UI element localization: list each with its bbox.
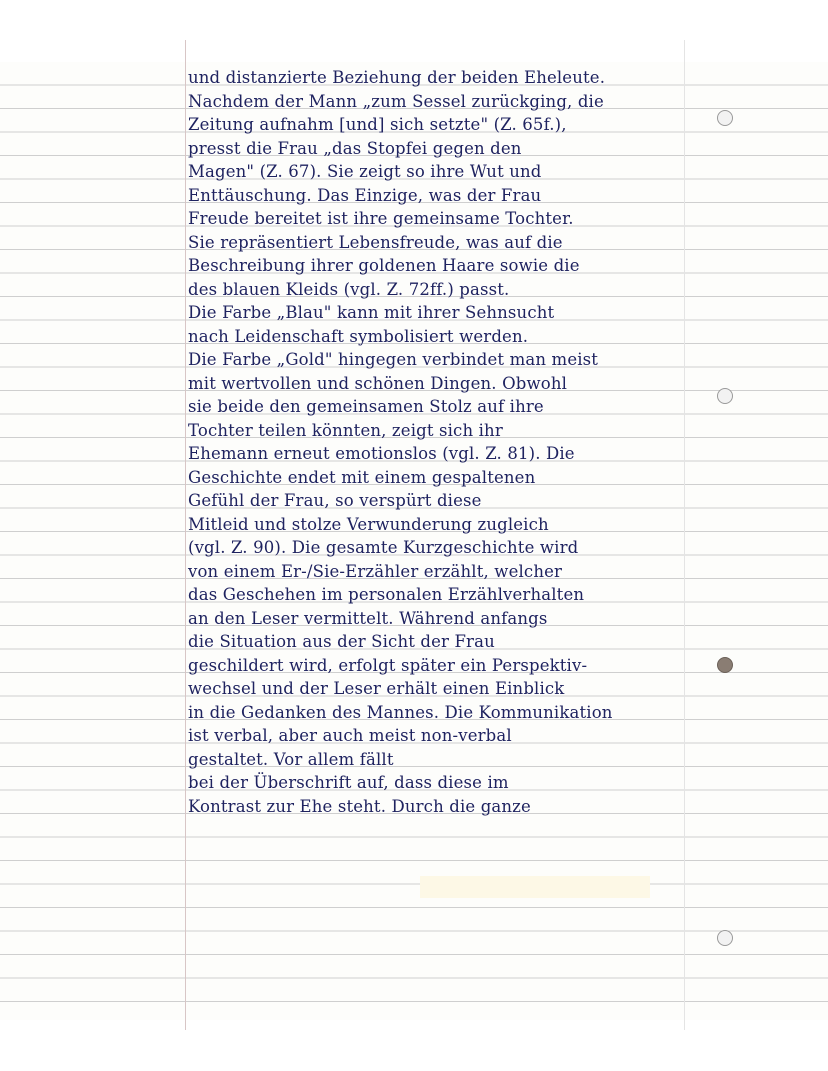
text-line: Geschichte endet mit einem gespaltenen [188,467,536,487]
handwritten-text [188,66,728,818]
text-line: Beschreibung ihrer goldenen Haare sowie die [188,256,580,275]
text-line: an den Leser vermittelt. Während anfangs [188,608,548,628]
page-bottom-margin [0,1020,828,1071]
text-line: sie beide den gemeinsamen Stolz auf ihre [188,397,544,416]
text-line: presst die Frau „das Stopfei gegen den [188,138,522,158]
text-line: gestaltet. Vor allem fällt [188,749,394,769]
text-line: Zeitung aufnahm [und] sich setzte" (Z. 65f.), [188,115,567,134]
text-line: wechsel und der Leser erhält einen Einblick [188,679,565,698]
text-line: Mitleid und stolze Verwunderung zugleich [188,514,549,534]
text-line: von einem Er-/Sie-Erzähler erzählt, welcher [188,561,563,581]
text-line: Magen" (Z. 67). Sie zeigt so ihre Wut und [188,162,542,181]
text-line: Freude bereitet ist ihre gemeinsame Tochter. [188,209,574,228]
text-line: Tochter teilen könnten, zeigt sich ihr [188,420,503,440]
text-line: Sie repräsentiert Lebensfreude, was auf die [188,232,563,252]
text-line: mit wertvollen und schönen Dingen. Obwohl [188,373,568,393]
text-line: Ehemann erneut emotionslos (vgl. Z. 81). Die [188,444,575,463]
text-line: die Situation aus der Sicht der Frau [188,632,495,651]
text-line: ist verbal, aber auch meist non-verbal [188,726,512,745]
text-line: bei der Überschrift auf, dass diese im [188,773,509,792]
text-line: das Geschehen im personalen Erzählverhalten [188,585,585,604]
text-line: geschildert wird, erfolgt später ein Perspektiv- [188,655,588,675]
text-line: in die Gedanken des Mannes. Die Kommunikation [188,702,613,722]
text-line: Nachdem der Mann „zum Sessel zurückging, die [188,91,604,111]
text-line: des blauen Kleids (vgl. Z. 72ff.) passt. [188,279,510,299]
text-line: Enttäuschung. Das Einzige, was der Frau [188,185,542,205]
text-line: Gefühl der Frau, so verspürt diese [188,491,482,510]
page-top-margin [0,0,828,62]
text-line: nach Leidenschaft symbolisiert werden. [188,326,529,346]
highlighter-mark [420,876,650,898]
punch-hole-4 [717,930,733,946]
text-line: Die Farbe „Blau" kann mit ihrer Sehnsucht [188,303,555,322]
text-line: Die Farbe „Gold" hingegen verbindet man meist [188,350,599,369]
left-margin-line [185,40,186,1030]
text-line: und distanzierte Beziehung der beiden Eheleute. [188,68,606,87]
text-line: (vgl. Z. 90). Die gesamte Kurzgeschichte wird [188,538,579,557]
text-line: Kontrast zur Ehe steht. Durch die ganze [188,796,531,816]
